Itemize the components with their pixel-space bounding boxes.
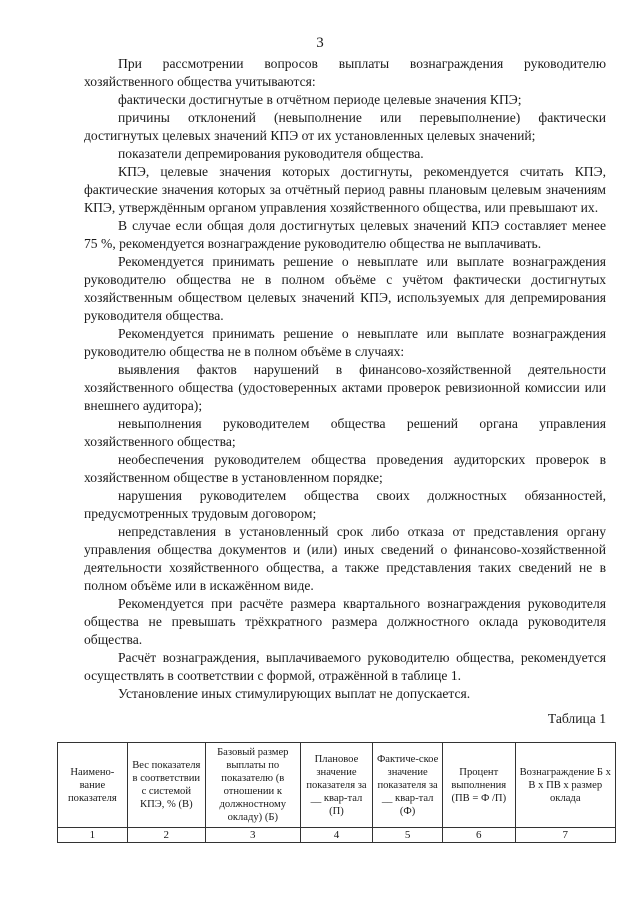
document-body — [84, 55, 606, 703]
paragraph: Рекомендуется принимать решение о невыплате или выплате вознаграждения руководителю общества не в полном объёме в случаях: — [84, 326, 606, 359]
page-number: 3 — [316, 35, 324, 51]
paragraph: Рекомендуется принимать решение о невыплате или выплате вознаграждения руководителю общества не в полном объёме с учётом фактически достигнутых хозяйственным обществом целевых значений КПЭ, используемых для депремирования руководителя общества. — [84, 254, 606, 323]
paragraph: КПЭ, целевые значения которых достигнуты, рекомендуется считать КПЭ, фактические значения которых за отчётный период равны плановым целевым значениям КПЭ, утверждённым органом управления хозяйственного общества, или превышают их. — [84, 164, 606, 215]
column-number: 4 — [300, 828, 373, 843]
header-indicator-name: Наимено-вание показателя — [58, 743, 128, 828]
paragraph: фактически достигнутые в отчётном периоде целевые значения КПЭ; — [118, 92, 522, 107]
paragraph: нарушения руководителем общества своих должностных обязанностей, предусмотренных трудовым договором; — [84, 488, 606, 521]
paragraph: необеспечения руководителем общества проведения аудиторских проверок в хозяйственном обществе в установленном порядке; — [84, 452, 606, 485]
paragraph: Установление иных стимулирующих выплат не допускается. — [118, 686, 471, 701]
header-completion-percent: Процент выполнения (ПВ = Ф /П) — [443, 743, 516, 828]
column-number: 7 — [515, 828, 615, 843]
header-actual-value: Фактиче-ское значение показателя за __ квар-тал (Ф) — [373, 743, 443, 828]
paragraph: невыполнения руководителем общества решений органа управления хозяйственного общества; — [84, 416, 606, 449]
paragraph: В случае если общая доля достигнутых целевых значений КПЭ составляет менее 75 %, рекомендуется вознаграждение руководителю общества не выплачивать. — [84, 218, 606, 251]
paragraph: Расчёт вознаграждения, выплачиваемого руководителю общества, рекомендуется осуществлять в соответствии с формой, отражённой в таблице 1. — [84, 650, 606, 683]
column-number: 5 — [373, 828, 443, 843]
column-number: 6 — [443, 828, 516, 843]
header-weight: Вес показателя в соответствии с системой КПЭ, % (В) — [127, 743, 205, 828]
paragraph: При рассмотрении вопросов выплаты вознаграждения руководителю хозяйственного общества учитываются: — [84, 56, 606, 89]
header-reward: Вознаграждение Б x В x ПВ x размер оклада — [515, 743, 615, 828]
paragraph: показатели депремирования руководителя общества. — [118, 146, 424, 161]
column-number: 1 — [58, 828, 128, 843]
table-caption: Таблица 1 — [547, 711, 606, 726]
paragraph: Рекомендуется при расчёте размера квартального вознаграждения руководителя общества не превышать трёхкратного размера должностного оклада руководителя общества. — [84, 596, 606, 647]
column-number: 2 — [127, 828, 205, 843]
reward-calculation-table — [57, 742, 616, 843]
table-row — [58, 828, 616, 843]
table-header-row — [58, 743, 616, 828]
paragraph: выявления фактов нарушений в финансово-хозяйственной деятельности хозяйственного общества (удостоверенных актами проверок ревизионной комиссии или внешнего аудитора); — [84, 362, 606, 413]
paragraph: причины отклонений (невыполнение или перевыполнение) фактически достигнутых целевых значений КПЭ от их установленных целевых значений; — [84, 110, 606, 143]
header-planned-value: Плановое значение показателя за __ квар-тал (П) — [300, 743, 373, 828]
paragraph: непредставления в установленный срок либо отказа от представления органу управления общества документов и (или) иных сведений о финансово-хозяйственной деятельности хозяйственного общества, а также представления таких сведений не в полном объёме или в искажённом виде. — [84, 524, 606, 593]
column-number: 3 — [205, 828, 300, 843]
header-base-payment: Базовый размер выплаты по показателю (в отношении к должностному окладу) (Б) — [205, 743, 300, 828]
